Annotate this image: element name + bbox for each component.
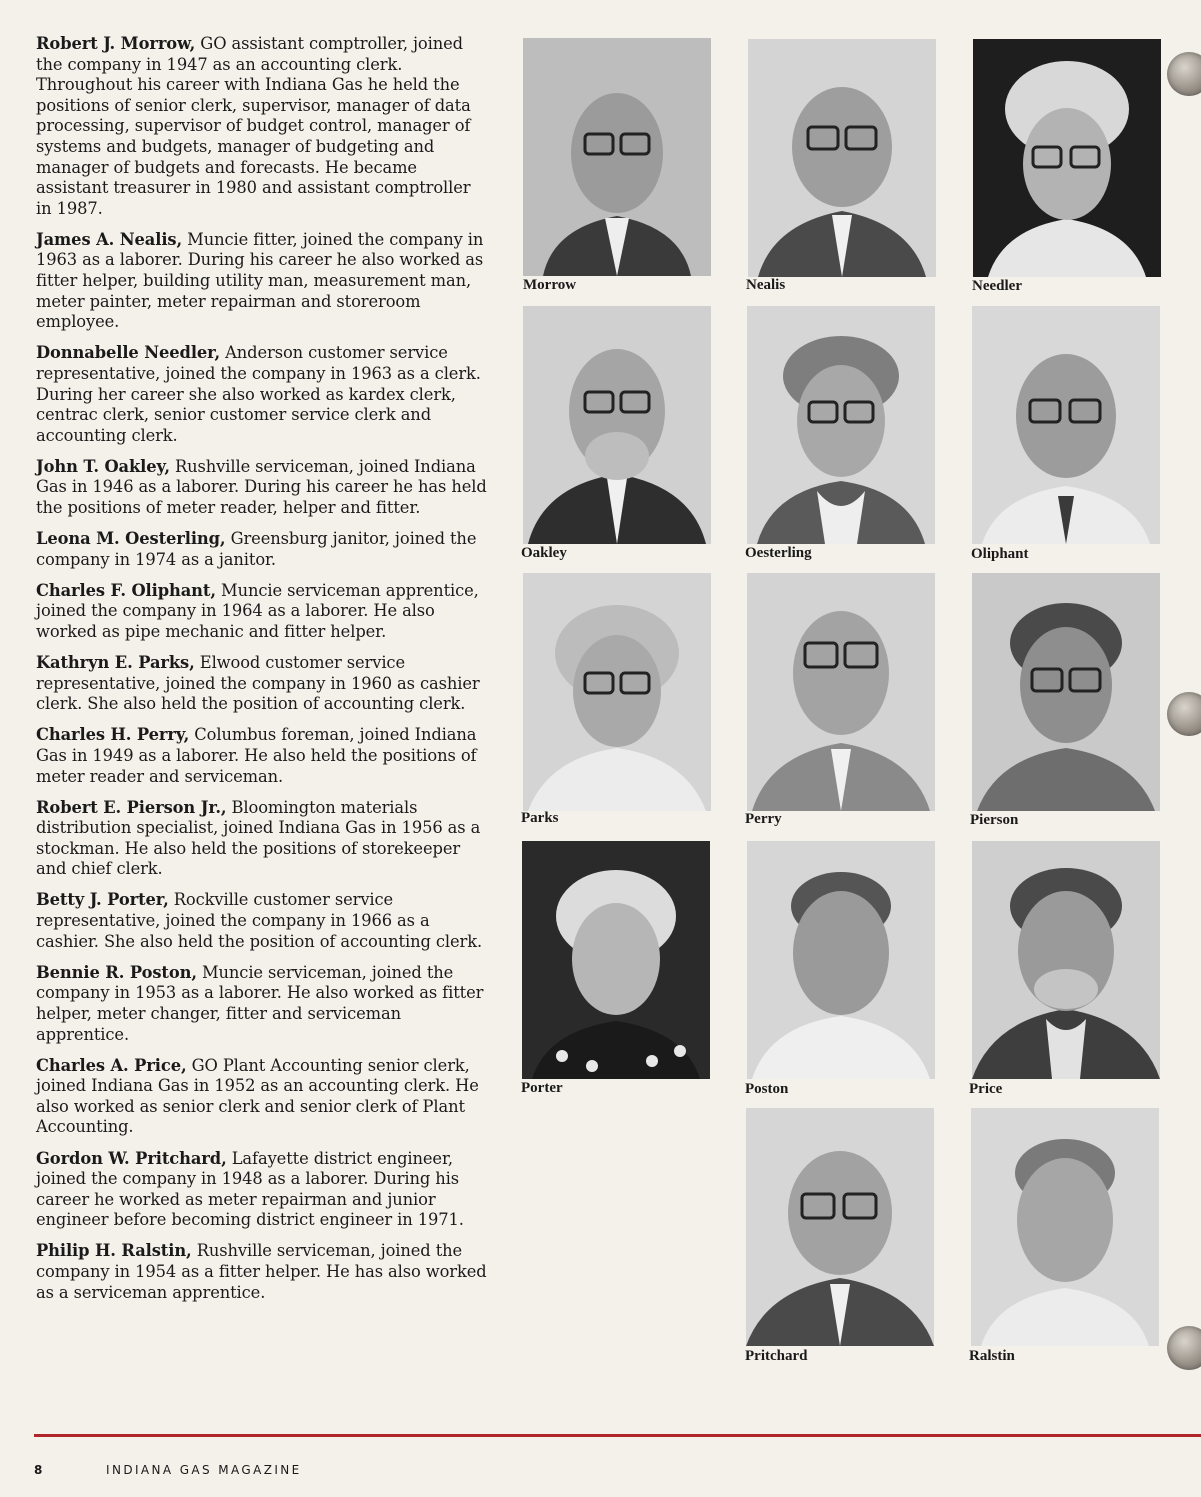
caption-price: Price	[969, 1081, 1003, 1097]
portrait-photo-pierson	[972, 573, 1160, 811]
portrait-photo-oesterling	[747, 306, 935, 544]
bio-name: Bennie R. Poston,	[36, 962, 197, 982]
bio-pritchard	[36, 1149, 488, 1231]
bio-name: Charles H. Perry,	[36, 725, 190, 745]
bio-name: John T. Oakley,	[36, 456, 170, 476]
caption-parks: Parks	[521, 810, 559, 826]
bio-oakley	[36, 457, 488, 519]
portrait-image	[748, 39, 936, 277]
caption-needler: Needler	[972, 278, 1022, 294]
magazine-title: INDIANA GAS MAGAZINE	[106, 1463, 302, 1477]
bio-text: GO Plant Accounting senior clerk, joined Indiana Gas in 1952 as an accounting clerk. He also worked as senior clerk and senior clerk of Plant Accounting.	[36, 1055, 479, 1137]
bio-text: GO assistant comptroller, joined the company in 1947 as an accounting clerk. Throughout his career with Indiana Gas he held the positions of senior clerk, supervisor, manager of data processing, supervisor of budget control, manager of systems and budgets, manager of budgeting and manager of budgets and forecasts. He became assistant treasurer in 1980 and assistant comptroller in 1987.	[36, 34, 471, 218]
bio-name: Kathryn E. Parks,	[36, 653, 195, 673]
caption-perry: Perry	[745, 811, 782, 827]
bio-text: Muncie serviceman apprentice, joined the company in 1964 as a laborer. He also worked as pipe mechanic and fitter helper.	[36, 580, 479, 641]
portrait-photo-parks	[523, 573, 711, 811]
caption-morrow: Morrow	[523, 277, 577, 293]
caption-pritchard: Pritchard	[745, 1348, 808, 1364]
portrait-image	[747, 841, 935, 1079]
portrait-photo-ralstin	[971, 1108, 1159, 1346]
portrait-image	[747, 306, 935, 544]
bio-text: Columbus foreman, joined Indiana Gas in 1949 as a laborer. He also held the positions of meter reader and serviceman.	[36, 725, 477, 786]
portrait-photo-porter	[522, 841, 710, 1079]
bio-text: Rockville customer service representative, joined the company in 1966 as a cashier. She also held the position of accounting clerk.	[36, 890, 483, 951]
caption-ralstin: Ralstin	[969, 1348, 1015, 1364]
binder-hole	[1167, 692, 1201, 736]
portrait-image	[746, 1108, 934, 1346]
bio-text: Muncie fitter, joined the company in 1963 as a laborer. During his career he also worked as fitter helper, building utility man, measurement man, meter painter, meter repairman and storeroom employee.	[36, 229, 484, 332]
bio-name: Gordon W. Pritchard,	[36, 1148, 227, 1168]
caption-porter: Porter	[521, 1080, 563, 1096]
portrait-image	[971, 1108, 1159, 1346]
bio-name: Philip H. Ralstin,	[36, 1241, 192, 1261]
bio-name: Leona M. Oesterling,	[36, 529, 226, 549]
binder-hole	[1167, 1326, 1201, 1370]
biographies-column	[36, 34, 488, 1314]
bio-text: Rushville serviceman, joined Indiana Gas in 1946 as a laborer. During his career he has held the positions of meter reader, helper and fitter.	[36, 456, 487, 517]
bio-pierson	[36, 798, 488, 880]
binder-hole	[1167, 52, 1201, 96]
bio-name: James A. Nealis,	[36, 229, 183, 249]
portrait-image	[972, 841, 1160, 1079]
bio-oliphant	[36, 581, 488, 643]
bio-name: Robert E. Pierson Jr.,	[36, 797, 227, 817]
bio-text: Muncie serviceman, joined the company in 1953 as a laborer. He also worked as fitter helper, meter changer, fitter and serviceman apprentice.	[36, 962, 484, 1044]
bio-morrow	[36, 34, 488, 219]
bio-text: Bloomington materials distribution specialist, joined Indiana Gas in 1956 as a stockman. He also held the positions of storekeeper and chief clerk.	[36, 797, 481, 879]
bio-nealis	[36, 230, 488, 333]
portrait-image	[747, 573, 935, 811]
bio-ralstin	[36, 1241, 488, 1303]
bio-price	[36, 1056, 488, 1138]
bio-text: Lafayette district engineer, joined the company in 1948 as a laborer. During his career he worked as meter repairman and junior engineer before becoming district engineer in 1971.	[36, 1148, 464, 1230]
bio-text: Rushville serviceman, joined the company in 1954 as a fitter helper. He has also worked as a serviceman apprentice.	[36, 1241, 487, 1302]
bio-text: Anderson customer service representative, joined the company in 1963 as a clerk. During her career she also worked as kardex clerk, centrac clerk, senior customer service clerk and accounting clerk.	[36, 343, 481, 445]
portrait-image	[522, 841, 710, 1079]
bio-needler	[36, 343, 488, 446]
portrait-photo-perry	[747, 573, 935, 811]
portrait-image	[972, 306, 1160, 544]
bio-name: Charles A. Price,	[36, 1055, 187, 1075]
bio-parks	[36, 653, 488, 715]
bio-perry	[36, 725, 488, 787]
portrait-photo-oliphant	[972, 306, 1160, 544]
portrait-image	[972, 573, 1160, 811]
portrait-photo-pritchard	[746, 1108, 934, 1346]
portrait-photo-morrow	[523, 38, 711, 276]
portrait-image	[973, 39, 1161, 277]
caption-oliphant: Oliphant	[971, 546, 1029, 562]
portrait-photo-poston	[747, 841, 935, 1079]
portrait-photo-price	[972, 841, 1160, 1079]
portrait-photo-nealis	[748, 39, 936, 277]
page-number: 8	[34, 1463, 43, 1477]
footer-rule	[34, 1434, 1201, 1437]
portrait-image	[523, 573, 711, 811]
bio-oesterling	[36, 529, 488, 570]
bio-porter	[36, 890, 488, 952]
caption-oakley: Oakley	[521, 545, 567, 561]
portrait-photo-oakley	[523, 306, 711, 544]
caption-pierson: Pierson	[970, 812, 1019, 828]
portrait-image	[523, 306, 711, 544]
bio-poston	[36, 963, 488, 1045]
portrait-image	[523, 38, 711, 276]
bio-text: Elwood customer service representative, joined the company in 1960 as cashier clerk. She also held the position of accounting clerk.	[36, 653, 480, 714]
caption-oesterling: Oesterling	[745, 545, 812, 561]
bio-name: Betty J. Porter,	[36, 890, 169, 910]
bio-name: Charles F. Oliphant,	[36, 580, 216, 600]
bio-text: Greensburg janitor, joined the company in 1974 as a janitor.	[36, 529, 477, 569]
bio-name: Robert J. Morrow,	[36, 34, 196, 53]
caption-nealis: Nealis	[746, 277, 786, 293]
portrait-photo-needler	[973, 39, 1161, 277]
caption-poston: Poston	[745, 1081, 789, 1097]
bio-name: Donnabelle Needler,	[36, 343, 221, 363]
